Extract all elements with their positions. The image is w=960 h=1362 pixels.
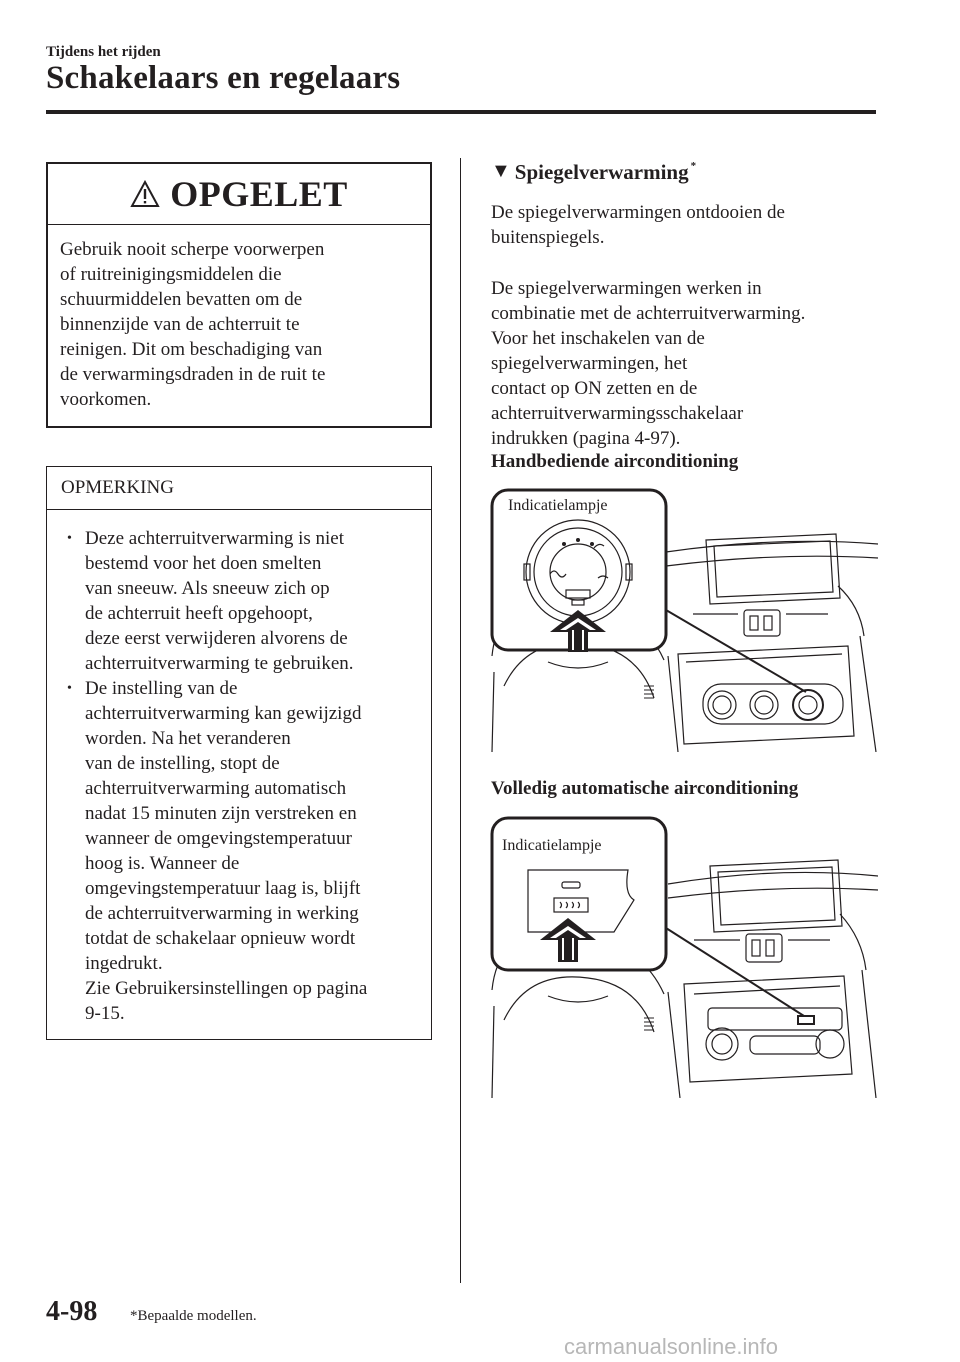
footnote: *Bepaalde modellen. bbox=[130, 1308, 257, 1324]
note-box bbox=[46, 466, 432, 1040]
note-list bbox=[47, 510, 431, 1026]
header-rule bbox=[46, 110, 876, 114]
note-item: • De instelling van de achterruitverwarming kan gewijzigd worden. Na het veranderen van de instelling, stopt de achterruitverwarming automatisch nadat 15 minuten zijn verstreken en wanneer de omgevingstemperatuur hoog is. Wanneer de omgevingstemperatuur laag is, blijft de achterruitverwarming in werking totdat de schakelaar opnieuw wordt ingedrukt. Zie Gebruikersinstellingen op pagina 9-15. bbox=[65, 676, 423, 1026]
page-number: 4-98 bbox=[46, 1296, 98, 1327]
figure-auto-ac bbox=[488, 814, 878, 1098]
mirror-heading bbox=[491, 160, 696, 185]
heading-triangle-icon: ▼ bbox=[491, 160, 511, 182]
warning-triangle-icon bbox=[130, 180, 160, 208]
section-title: Tijdens het rijden bbox=[46, 44, 161, 60]
chapter-title: Schakelaars en regelaars bbox=[46, 60, 401, 96]
figure-2-title: Volledig automatische airconditioning bbox=[491, 778, 799, 799]
figure-manual-ac bbox=[488, 486, 878, 752]
figure-1-title: Handbediende airconditioning bbox=[491, 451, 739, 472]
watermark: carmanualsonline.info bbox=[564, 1334, 779, 1359]
column-divider bbox=[460, 158, 461, 1283]
caution-title: OPGELET bbox=[170, 174, 348, 214]
indicator-label-2: Indicatielampje bbox=[502, 837, 602, 854]
caution-text: Gebruik nooit scherpe voorwerpen of ruitreinigingsmiddelen die schuurmiddelen bevatten om de binnenzijde van de achterruit te reinigen. Dit om beschadiging van de verwarmingsdraden in de ruit te voorkomen. bbox=[60, 239, 326, 410]
mirror-para-2: De spiegelverwarmingen werken in combinatie met de achterruitverwarming. Voor het inschakelen van de spiegelverwarmingen, het contact op ON zetten en de achterruitverwarmingsschakelaar indrukken (pagina 4-97). bbox=[491, 278, 806, 449]
note-item: • Deze achterruitverwarming is niet bestemd voor het doen smelten van sneeuw. Als sneeuw zich op de achterruit heeft opgehoopt, deze eerst verwijderen alvorens de achterruitverwarming te gebruiken. bbox=[65, 526, 423, 676]
note-title: OPMERKING bbox=[47, 467, 431, 510]
mirror-para-1: De spiegelverwarmingen ontdooien de buitenspiegels. bbox=[491, 202, 785, 248]
caution-header bbox=[48, 164, 430, 225]
auto-ac-illustration bbox=[488, 814, 878, 1098]
indicator-label-1: Indicatielampje bbox=[508, 497, 608, 514]
mirror-heading-text: Spiegelverwarming bbox=[514, 160, 689, 184]
model-footnote-mark: * bbox=[690, 160, 697, 172]
caution-box bbox=[46, 162, 432, 428]
manual-ac-illustration bbox=[488, 486, 878, 752]
